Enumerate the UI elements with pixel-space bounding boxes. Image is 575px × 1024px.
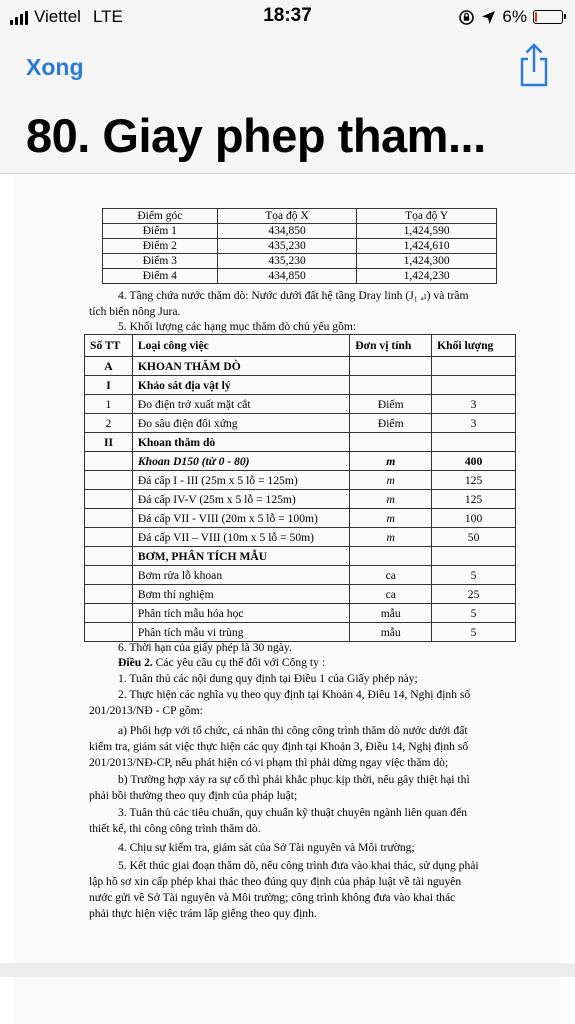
column-header: Điểm góc (103, 209, 218, 224)
table-cell: Phân tích mẫu hóa học (132, 604, 349, 623)
article-2-text: Các yêu cầu cụ thể đối với Công ty : (152, 656, 326, 669)
table-cell: 100 (432, 509, 516, 528)
table-cell: 3 (432, 395, 516, 414)
table-cell: Điểm (350, 395, 432, 414)
article-2-line: kiểm tra, giám sát việc thực hiện các quy định tại Khoản 3, Điều 14, Nghị định số (89, 740, 469, 753)
article-2-line: 4. Chịu sự kiểm tra, giám sát của Sở Tài nguyên và Môi trường; (118, 841, 415, 854)
coordinate-table (102, 208, 497, 284)
article-2-line: nước gửi về Sở Tài nguyên và Môi trường; công trình không đưa vào khai thác (89, 891, 456, 904)
share-button[interactable] (515, 42, 553, 88)
table-row (85, 490, 516, 509)
table-row (103, 224, 497, 239)
table-row (85, 357, 516, 376)
table-row (85, 414, 516, 433)
table-row (85, 604, 516, 623)
table-cell (85, 471, 133, 490)
table-cell: 1,424,610 (357, 239, 497, 254)
status-bar (0, 0, 575, 34)
carrier-name: Viettel (34, 7, 81, 26)
table-cell: Khoan thăm dò (132, 433, 349, 452)
table-row (85, 566, 516, 585)
battery-percent: 6% (502, 7, 527, 26)
table-row (85, 547, 516, 566)
table-cell: Đá cấp I - III (25m x 5 lỗ = 125m) (132, 471, 349, 490)
table-cell: Điểm (350, 414, 432, 433)
work-volume-table (84, 334, 516, 642)
column-header: Số TT (85, 335, 133, 357)
table-cell: Khoan D150 (từ 0 - 80) (132, 452, 349, 471)
table-cell (85, 585, 133, 604)
orientation-lock-icon (458, 9, 475, 26)
article-2-line: a) Phối hợp với tổ chức, cá nhân thi công công trình thăm dò nước dưới đất (118, 724, 468, 737)
article-2-line: 3. Tuân thủ các tiêu chuẩn, quy chuẩn kỹ thuật chuyên ngành liên quan đến (118, 806, 468, 819)
table-cell: 1 (85, 395, 133, 414)
table-cell: mẫu (350, 623, 432, 642)
table-cell: Bơm rửa lỗ khoan (132, 566, 349, 585)
article-2-heading (118, 655, 325, 670)
table-cell: II (85, 433, 133, 452)
table-cell: A (85, 357, 133, 376)
battery-icon (533, 10, 563, 24)
location-icon (481, 10, 496, 25)
paragraph-6: 6. Thời hạn của giấy phép là 30 ngày. (118, 641, 292, 654)
work-table-header (85, 335, 516, 357)
table-cell (350, 376, 432, 395)
table-cell: 3 (432, 414, 516, 433)
table-cell (85, 509, 133, 528)
table-row (85, 376, 516, 395)
table-row (85, 395, 516, 414)
table-cell (432, 376, 516, 395)
table-cell: Đá cấp IV-V (25m x 5 lỗ = 125m) (132, 490, 349, 509)
table-cell: 50 (432, 528, 516, 547)
table-cell: 434,850 (217, 269, 357, 284)
table-cell: m (350, 452, 432, 471)
table-cell: 125 (432, 471, 516, 490)
table-cell (85, 452, 133, 471)
table-cell: 1,424,300 (357, 254, 497, 269)
article-2-line: 5. Kết thúc giai đoạn thăm dò, nếu công trình đưa vào khai thác, sử dụng phải (118, 859, 479, 872)
table-cell: Đá cấp VII - VIII (20m x 5 lỗ = 100m) (132, 509, 349, 528)
table-cell: Điểm 4 (103, 269, 218, 284)
table-cell: mẫu (350, 604, 432, 623)
network-type: LTE (92, 7, 123, 26)
table-cell: 5 (432, 566, 516, 585)
table-cell: I (85, 376, 133, 395)
article-2-line: 201/2013/NĐ-CP, nếu phát hiện có vi phạm thì phải dừng ngay việc thăm dò; (89, 756, 449, 769)
table-cell: ca (350, 585, 432, 604)
table-cell (85, 623, 133, 642)
table-row (85, 623, 516, 642)
table-row (103, 269, 497, 284)
article-2-line: 1. Tuân thủ các nội dung quy định tại Điều 1 của Giấy phép này; (118, 672, 418, 685)
table-cell (85, 604, 133, 623)
table-cell: 434,850 (217, 224, 357, 239)
column-header: Tọa độ Y (357, 209, 497, 224)
table-cell: Phân tích mẫu vi trùng (132, 623, 349, 642)
table-row (85, 528, 516, 547)
clock: 18:37 (263, 5, 312, 26)
table-cell: m (350, 490, 432, 509)
column-header: Đơn vị tính (350, 335, 432, 357)
article-2-label: Điều 2. (118, 656, 153, 669)
table-cell: Đá cấp VII – VIII (10m x 5 lỗ = 50m) (132, 528, 349, 547)
table-cell (350, 547, 432, 566)
table-cell: 5 (432, 604, 516, 623)
article-2-line: 201/2013/NĐ - CP gồm: (89, 704, 203, 717)
article-2-line: phải thực hiện việc trám lấp giếng theo quy định. (89, 907, 317, 920)
table-cell: Điểm 3 (103, 254, 218, 269)
table-cell: ca (350, 566, 432, 585)
table-cell: 1,424,230 (357, 269, 497, 284)
article-2-line: phải bồi thường theo quy định của pháp luật; (89, 789, 298, 802)
table-cell: Điểm 2 (103, 239, 218, 254)
table-cell: m (350, 528, 432, 547)
table-cell: Điểm 1 (103, 224, 218, 239)
article-2-line: thiết kế, thi công công trình thăm dò. (89, 822, 261, 835)
share-icon (515, 42, 553, 88)
table-cell (85, 528, 133, 547)
table-row (85, 585, 516, 604)
table-cell: Bơm thí nghiệm (132, 585, 349, 604)
article-2-line: b) Trường hợp xảy ra sự cố thì phải khắc phục kịp thời, nếu gây thiệt hại thì (118, 773, 470, 786)
column-header: Loại công việc (132, 335, 349, 357)
table-cell: Đo sâu điện đối xứng (132, 414, 349, 433)
table-cell: KHOAN THĂM DÒ (132, 357, 349, 376)
table-cell: 2 (85, 414, 133, 433)
table-cell (85, 566, 133, 585)
table-row (103, 254, 497, 269)
table-cell (432, 547, 516, 566)
table-cell (432, 357, 516, 376)
table-cell: m (350, 471, 432, 490)
page-separator (0, 963, 575, 977)
table-cell: BƠM, PHÂN TÍCH MẪU (132, 547, 349, 566)
article-2-line: lập hồ sơ xin cấp phép khai thác theo đúng quy định của pháp luật về tài nguyên (89, 875, 462, 888)
table-cell: Khảo sát địa vật lý (132, 376, 349, 395)
column-header: Tọa độ X (217, 209, 357, 224)
paragraph-4-line-1: 4. Tầng chứa nước thăm dò: Nước dưới đất hệ tầng Dray linh (J₁ ₐₗ) và trầm (118, 289, 469, 302)
status-right (458, 7, 563, 27)
column-header: Khối lượng (432, 335, 516, 357)
table-row (85, 509, 516, 528)
table-cell: Đo điện trở xuất mặt cắt (132, 395, 349, 414)
table-cell: 1,424,590 (357, 224, 497, 239)
table-cell: 5 (432, 623, 516, 642)
next-document-page (14, 977, 561, 1024)
table-cell: 400 (432, 452, 516, 471)
table-cell: m (350, 509, 432, 528)
done-button[interactable]: Xong (26, 54, 84, 80)
paragraph-5: 5. Khối lượng các hạng mục thăm dò chủ yếu gồm: (118, 320, 357, 333)
table-cell (432, 433, 516, 452)
page-title: 80. Giay phep tham... (26, 109, 486, 162)
table-cell (85, 490, 133, 509)
paragraph-4-line-2: tích biến nông Jura. (89, 305, 181, 318)
coordinate-table-header (103, 209, 497, 224)
table-cell (85, 547, 133, 566)
table-cell: 435,230 (217, 254, 357, 269)
article-2-line: 2. Thực hiện các nghĩa vụ theo quy định tại Khoản 4, Điều 14, Nghị định số (118, 688, 471, 701)
table-row (103, 239, 497, 254)
table-cell: 25 (432, 585, 516, 604)
table-row (85, 452, 516, 471)
document-page (14, 176, 561, 963)
navigation-bar (0, 34, 575, 174)
battery-level (535, 12, 537, 22)
table-row (85, 471, 516, 490)
table-row (85, 433, 516, 452)
table-cell: 125 (432, 490, 516, 509)
table-cell (350, 433, 432, 452)
table-cell (350, 357, 432, 376)
table-cell: 435,230 (217, 239, 357, 254)
